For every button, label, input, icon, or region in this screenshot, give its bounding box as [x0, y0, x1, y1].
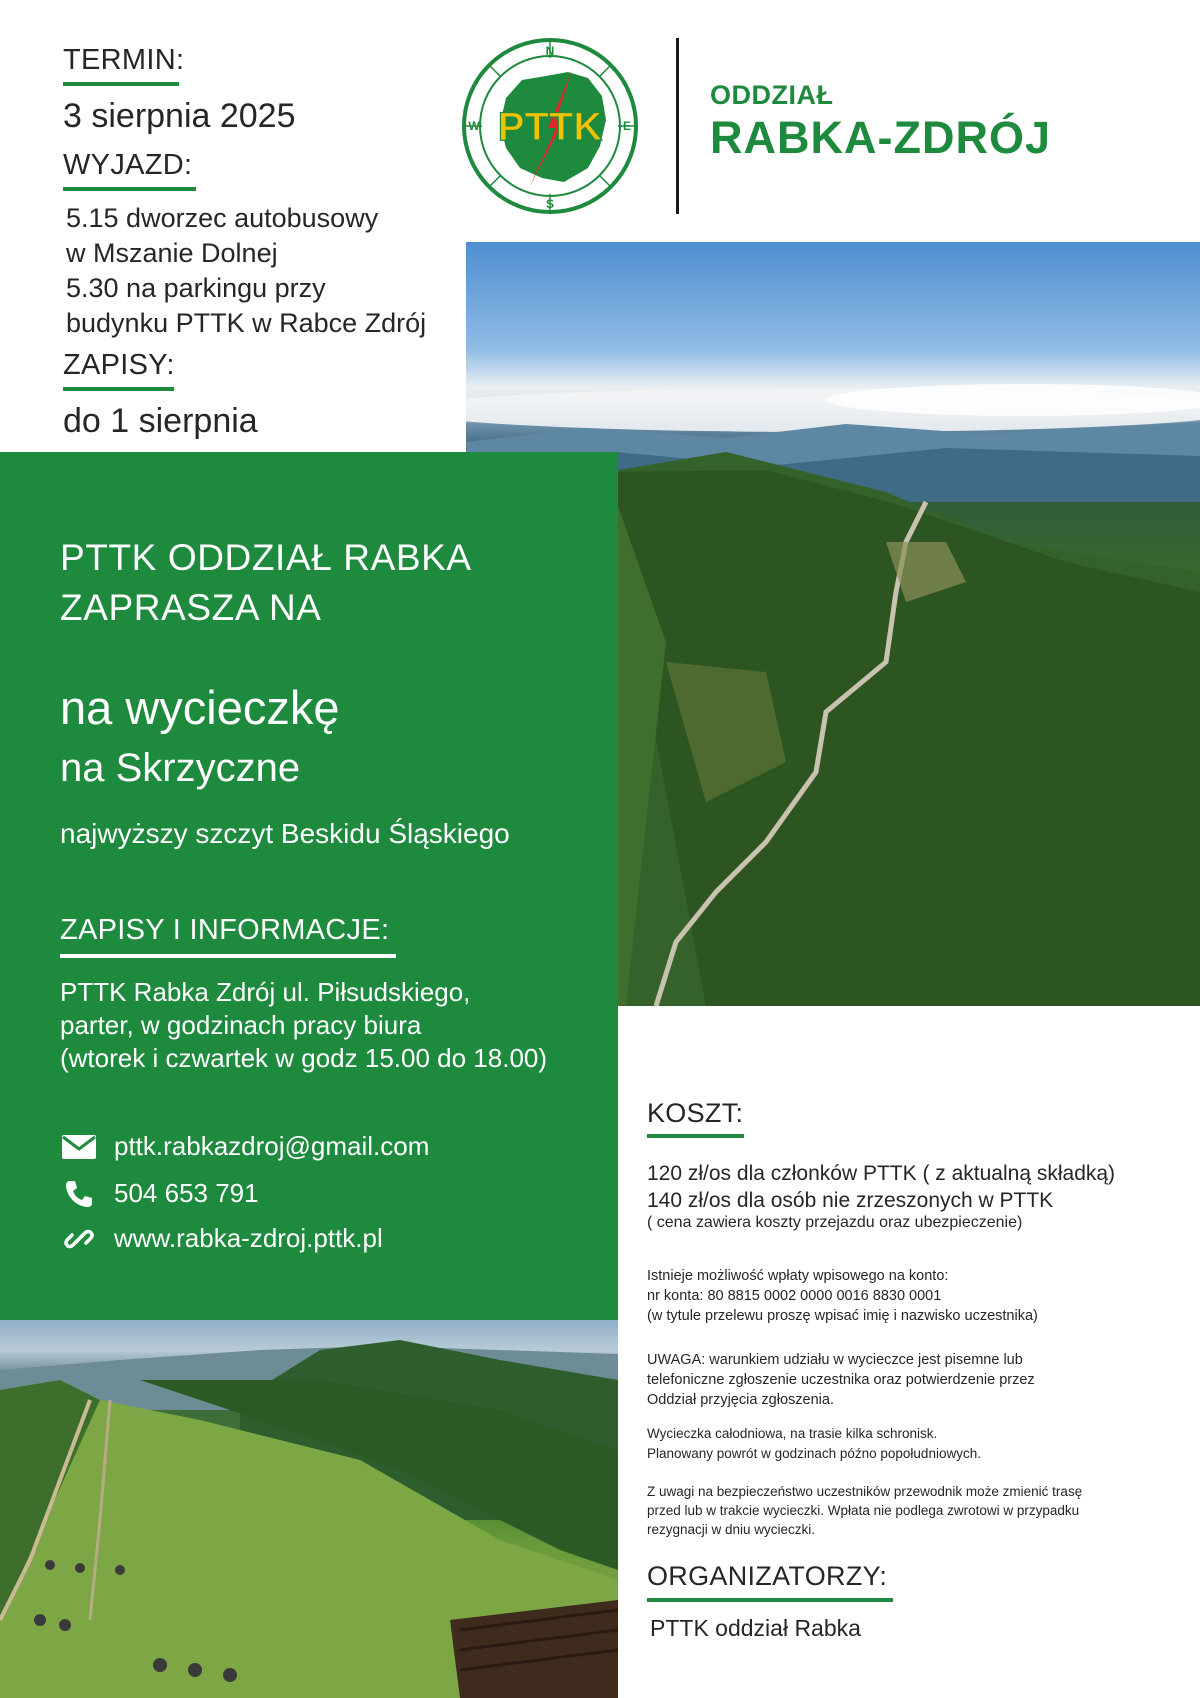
safety-line: Z uwagi na bezpieczeństwo uczestników przewodnik może zmienić trasę [647, 1484, 1083, 1499]
info-label: ZAPISY I INFORMACJE: [60, 914, 390, 946]
zapisy-label: ZAPISY: [63, 349, 175, 381]
trip-line: Planowany powrót w godzinach późno popołudniowych. [647, 1446, 981, 1461]
warning-line: UWAGA: warunkiem udziału w wycieczce jest pisemne lub [647, 1352, 1023, 1368]
pttk-logo [460, 36, 640, 216]
cost-details [647, 1160, 1115, 1214]
branch-label: ODDZIAŁ [710, 80, 834, 110]
organizers-value: PTTK oddział Rabka [650, 1615, 861, 1641]
wyjazd-line: w Mszanie Dolnej [66, 238, 278, 268]
payment-info [647, 1266, 1038, 1326]
invite-title [60, 533, 472, 633]
warning-info [647, 1350, 1035, 1410]
envelope-icon [62, 1132, 96, 1162]
warning-line: Oddział przyjęcia zgłoszenia. [647, 1392, 834, 1408]
organizers-label: ORGANIZATORZY: [647, 1561, 888, 1591]
cost-line: 120 zł/os dla członków PTTK ( z aktualną składką) [647, 1162, 1116, 1185]
logo-text: PTTK [497, 105, 603, 149]
compass-s: S [545, 197, 555, 211]
cost-note: ( cena zawiera koszty przejazdu oraz ubezpieczenie) [647, 1214, 1023, 1231]
termin-underline [63, 82, 179, 86]
warning-line: telefoniczne zgłoszenie uczestnika oraz potwierdzenie przez [647, 1372, 1035, 1388]
wyjazd-underline [63, 187, 196, 191]
contact-email[interactable] [62, 1131, 429, 1162]
safety-info [647, 1482, 1082, 1539]
organizers-underline [647, 1598, 893, 1602]
zapisy-underline [63, 387, 174, 391]
trip-subtitle: najwyższy szczyt Beskidu Śląskiego [60, 818, 510, 849]
cost-line: 140 zł/os dla osób nie zrzeszonych w PTTK [647, 1189, 1054, 1212]
compass-w: W [468, 119, 480, 133]
contact-email-text[interactable]: pttk.rabkazdroj@gmail.com [114, 1131, 430, 1161]
info-line: PTTK Rabka Zdrój ul. Piłsudskiego, [60, 977, 471, 1007]
compass-e: E [622, 119, 632, 133]
invite-title-line: PTTK ODDZIAŁ RABKA [60, 537, 472, 578]
trip-destination: na Skrzyczne [60, 746, 301, 790]
wyjazd-label: WYJAZD: [63, 149, 193, 181]
wyjazd-line: 5.15 dworzec autobusowy [66, 203, 379, 233]
payment-line: (w tytule przelewu proszę wpisać imię i nazwisko uczestnika) [647, 1308, 1038, 1324]
termin-value: 3 sierpnia 2025 [63, 97, 296, 135]
wyjazd-line: 5.30 na parkingu przy [66, 273, 326, 303]
cost-underline [647, 1134, 744, 1138]
info-line: (wtorek i czwartek w godz 15.00 do 18.00) [60, 1043, 548, 1073]
invite-title-line: ZAPRASZA NA [60, 587, 322, 628]
contact-website[interactable] [62, 1223, 383, 1254]
info-underline [60, 954, 396, 958]
branch-name: RABKA-ZDRÓJ [710, 112, 1051, 163]
phone-icon [62, 1179, 96, 1209]
trip-heading: na wycieczkę [60, 681, 340, 734]
wyjazd-details [66, 201, 426, 341]
safety-line: przed lub w trakcie wycieczki. Wpłata nie podlega zwrotowi w przypadku [647, 1503, 1080, 1518]
contact-website-text[interactable]: www.rabka-zdroj.pttk.pl [114, 1223, 383, 1253]
contact-phone[interactable] [62, 1178, 259, 1209]
trip-info [647, 1424, 981, 1464]
payment-line: nr konta: 80 8815 0002 0000 0016 8830 0001 [647, 1288, 942, 1304]
header-divider [676, 38, 679, 214]
compass-n: N [545, 44, 555, 58]
contact-phone-text[interactable]: 504 653 791 [114, 1178, 259, 1208]
wyjazd-line: budynku PTTK w Rabce Zdrój [66, 308, 427, 338]
zapisy-value: do 1 sierpnia [63, 402, 258, 440]
link-icon [62, 1224, 96, 1254]
info-line: parter, w godzinach pracy biura [60, 1010, 422, 1040]
photo-hikers-slope [0, 1320, 618, 1698]
cost-label: KOSZT: [647, 1098, 744, 1128]
payment-line: Istnieje możliwość wpłaty wpisowego na konto: [647, 1268, 949, 1284]
termin-label: TERMIN: [63, 44, 185, 76]
info-details [60, 976, 547, 1075]
trip-line: Wycieczka całodniowa, na trasie kilka schronisk. [647, 1426, 938, 1441]
safety-line: rezygnacji w dniu wycieczki. [647, 1522, 816, 1537]
